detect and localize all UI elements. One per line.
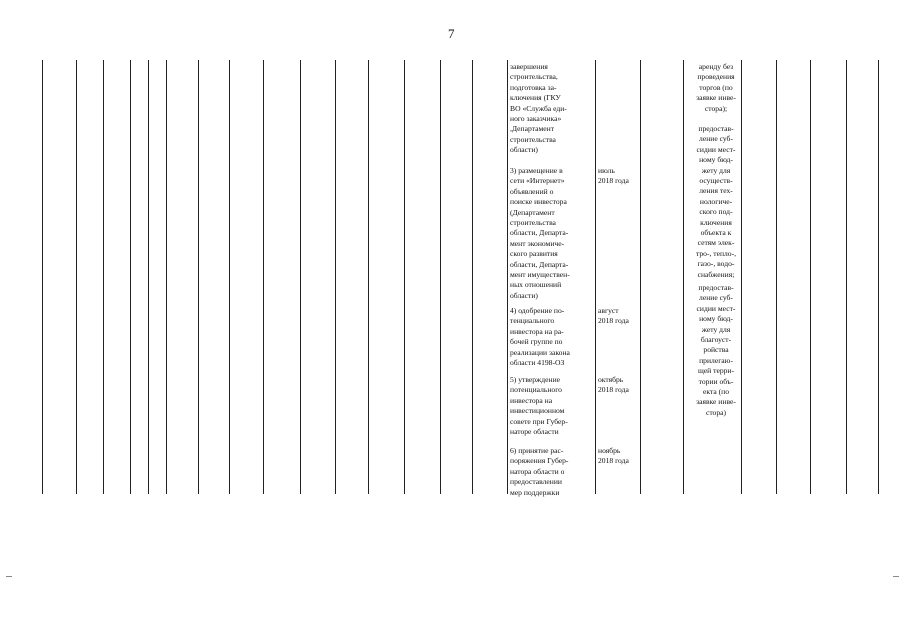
column-rule xyxy=(300,60,301,494)
column-rule xyxy=(810,60,811,494)
column-rule xyxy=(776,60,777,494)
column-rule xyxy=(335,60,336,494)
column-rule xyxy=(640,60,641,494)
column-rule xyxy=(846,60,847,494)
page-number: 7 xyxy=(448,26,455,41)
column-rule xyxy=(130,60,131,494)
step-4-text: 4) одобрение по- тенциального инвестора на ра- бочей группе по реализации закона области 4198-ОЗ xyxy=(510,306,570,368)
column-rule xyxy=(103,60,104,494)
scan-edge-mark xyxy=(893,576,899,577)
column-rule xyxy=(404,60,405,494)
step-4-deadline: август 2018 года xyxy=(598,306,629,326)
support-measure-2: предостав- ление суб- сидии мест- ному бюд- жету для осуществ- ления тех- нологиче- ского под- ключения объекта к сетям элек- тро-, тепло-, газо-, водо- снабжения; xyxy=(695,124,737,279)
column-rule xyxy=(595,60,596,494)
step-3-deadline: июль 2018 года xyxy=(598,166,629,186)
column-rule xyxy=(440,60,441,494)
step-6-deadline: ноябрь 2018 года xyxy=(598,446,629,466)
column-rule xyxy=(878,60,879,494)
step-6-text: 6) принятие рас- поряжения Губер- натора области о предоставлении мер поддержки xyxy=(510,446,569,497)
column-rule xyxy=(472,60,473,494)
column-rule xyxy=(683,60,684,494)
column-rule xyxy=(42,60,43,494)
column-rule xyxy=(148,60,149,494)
measure-continuation-text: завершения строительства, подготовка за- ключения (ГКУ ВО «Служба еди- ного заказчика» ,Департамент строительства области) xyxy=(510,62,567,155)
support-measure-3: предостав- ление суб- сидии мест- ному бюд- жету для благоуст- ройства прилегаю- щей терри- тории объ- екта (по заявке инве- стора) xyxy=(696,283,736,417)
scan-edge-mark xyxy=(6,576,12,577)
step-5-deadline: октябрь 2018 года xyxy=(598,375,629,395)
column-rule xyxy=(263,60,264,494)
column-rule xyxy=(166,60,167,494)
step-5-text: 5) утверждение потенциального инвестора на инвестиционном совете при Губер- наторе области xyxy=(510,375,568,437)
column-rule xyxy=(507,60,508,494)
support-measure-1: аренду без проведения торгов (по заявке инве- стора); xyxy=(696,62,736,113)
column-rule xyxy=(229,60,230,494)
column-rule xyxy=(76,60,77,494)
step-3-text: 3) размещение в сети «Интернет» объявлений о поиске инвестора (Департамент строительства области, Департа- мент экономиче- ского развития области, Департа- мент имуществен- ных отношений области) xyxy=(510,166,570,300)
column-rule xyxy=(368,60,369,494)
column-rule xyxy=(198,60,199,494)
